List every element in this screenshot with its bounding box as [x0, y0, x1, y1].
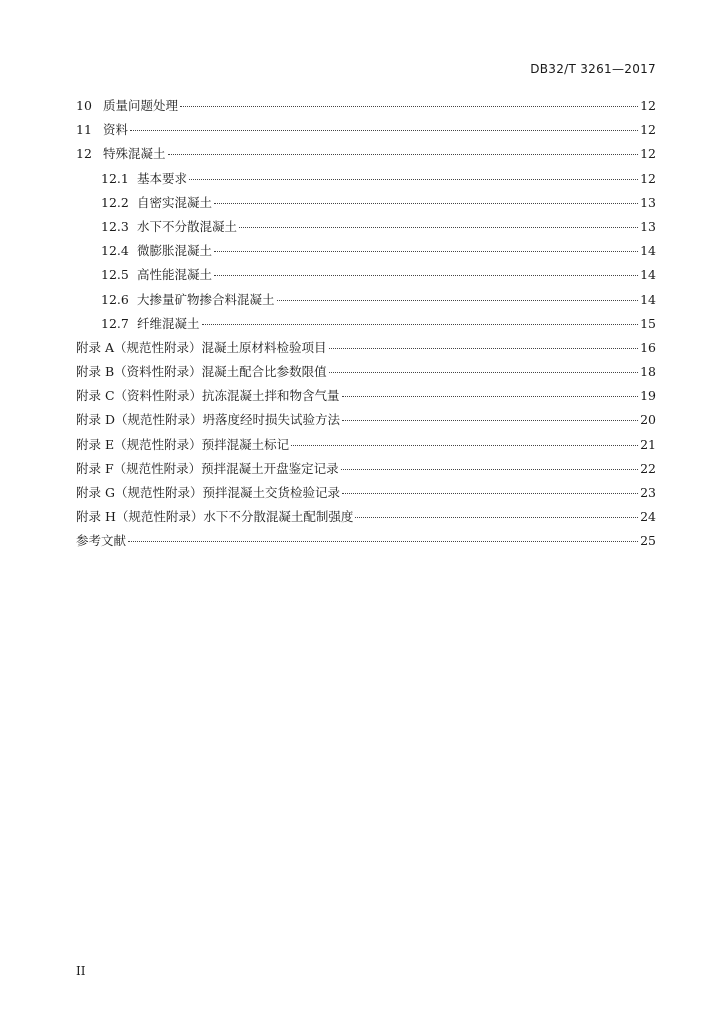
toc-entry[interactable]: [76, 265, 656, 289]
toc-entry-number: 12.4: [101, 243, 129, 259]
dot-leader: [342, 396, 639, 397]
toc-entry[interactable]: [76, 144, 656, 168]
dot-leader: [329, 372, 638, 373]
toc-entry[interactable]: [76, 386, 656, 410]
toc-entry-title: 微膨胀混凝土: [137, 243, 213, 259]
toc-entry[interactable]: [76, 435, 656, 459]
toc-entry-title: 特殊混凝土: [103, 146, 166, 162]
page-number: II: [76, 964, 86, 978]
toc-entry-page: 16: [640, 339, 656, 355]
toc-entry[interactable]: [76, 459, 656, 483]
toc-entry-page: 14: [640, 243, 656, 259]
toc-entry[interactable]: [76, 410, 656, 434]
toc-entry-page: 18: [640, 364, 656, 380]
toc-entry-title: 参考文献: [76, 533, 127, 549]
dot-leader: [291, 445, 638, 446]
toc-entry-title: 附录 E（规范性附录）预拌混凝土标记: [76, 436, 290, 452]
table-of-contents: [76, 96, 656, 556]
dot-leader: [214, 203, 638, 204]
toc-entry-page: 23: [640, 485, 656, 500]
toc-entry-page: 24: [640, 509, 656, 525]
toc-entry-number: 10: [76, 98, 92, 113]
toc-entry[interactable]: [76, 531, 656, 555]
toc-entry-title: 自密实混凝土: [137, 194, 213, 210]
toc-entry-title: 大掺量矿物掺合料混凝土: [137, 291, 275, 307]
toc-entry-title: 纤维混凝土: [137, 315, 200, 331]
toc-entry-title: 附录 C（资料性附录）抗冻混凝土拌和物含气量: [76, 388, 340, 404]
dot-leader: [128, 541, 638, 542]
toc-entry-page: 15: [640, 315, 656, 331]
toc-entry[interactable]: [76, 483, 656, 507]
toc-entry[interactable]: [76, 314, 656, 338]
toc-entry-page: 12: [640, 146, 656, 162]
toc-entry-number: 12.5: [101, 267, 129, 283]
toc-entry-title: 基本要求: [137, 170, 188, 186]
toc-entry-number: 12.2: [101, 194, 129, 210]
toc-entry[interactable]: [76, 217, 656, 241]
dot-leader: [202, 324, 639, 325]
toc-entry-page: 20: [640, 412, 656, 428]
toc-entry-page: 12: [640, 122, 656, 138]
toc-entry-number: 12: [76, 146, 92, 162]
toc-entry[interactable]: [76, 120, 656, 144]
toc-entry-title: 附录 B（资料性附录）混凝土配合比参数限值: [76, 364, 327, 380]
toc-entry-number: 11: [76, 122, 92, 138]
toc-entry-title: 附录 G（规范性附录）预拌混凝土交货检验记录: [76, 485, 340, 500]
toc-entry-page: 25: [640, 533, 656, 549]
dot-leader: [329, 348, 639, 349]
dot-leader: [341, 469, 638, 470]
dot-leader: [342, 420, 638, 421]
toc-entry-page: 14: [640, 291, 656, 307]
toc-entry[interactable]: [76, 507, 656, 531]
toc-entry-title: 质量问题处理: [103, 98, 179, 113]
toc-entry-title: 资料: [103, 122, 129, 138]
toc-entry-page: 12: [640, 98, 656, 113]
toc-entry-number: 12.6: [101, 291, 129, 307]
dot-leader: [130, 130, 638, 131]
toc-entry[interactable]: [76, 290, 656, 314]
toc-entry[interactable]: [76, 362, 656, 386]
toc-entry[interactable]: [76, 193, 656, 217]
toc-entry-number: 12.7: [101, 315, 129, 331]
toc-entry-title: 附录 H（规范性附录）水下不分散混凝土配制强度: [76, 509, 354, 525]
dot-leader: [355, 517, 638, 518]
dot-leader: [214, 275, 638, 276]
toc-entry-page: 21: [640, 436, 656, 452]
toc-entry-title: 水下不分散混凝土: [137, 218, 238, 234]
toc-entry-title: 高性能混凝土: [137, 267, 213, 283]
toc-entry-page: 14: [640, 267, 656, 283]
dot-leader: [189, 179, 638, 180]
toc-entry-number: 12.3: [101, 218, 129, 234]
toc-entry-page: 22: [640, 460, 656, 476]
toc-entry[interactable]: [76, 241, 656, 265]
toc-entry-title: 附录 F（规范性附录）预拌混凝土开盘鉴定记录: [76, 460, 339, 476]
toc-entry-page: 13: [640, 194, 656, 210]
document-id: DB32/T 3261—2017: [530, 62, 656, 76]
dot-leader: [214, 251, 638, 252]
dot-leader: [239, 227, 638, 228]
toc-entry-title: 附录 D（规范性附录）坍落度经时损失试验方法: [76, 412, 340, 428]
toc-entry-page: 13: [640, 218, 656, 234]
toc-entry-page: 19: [640, 388, 656, 404]
toc-entry-page: 12: [640, 170, 656, 186]
toc-entry[interactable]: [76, 96, 656, 120]
dot-leader: [277, 300, 639, 301]
toc-entry-number: 12.1: [101, 170, 129, 186]
dot-leader: [342, 493, 638, 494]
toc-entry[interactable]: [76, 169, 656, 193]
toc-entry[interactable]: [76, 338, 656, 362]
toc-entry-title: 附录 A（规范性附录）混凝土原材料检验项目: [76, 339, 327, 355]
dot-leader: [180, 106, 638, 107]
dot-leader: [168, 154, 639, 155]
